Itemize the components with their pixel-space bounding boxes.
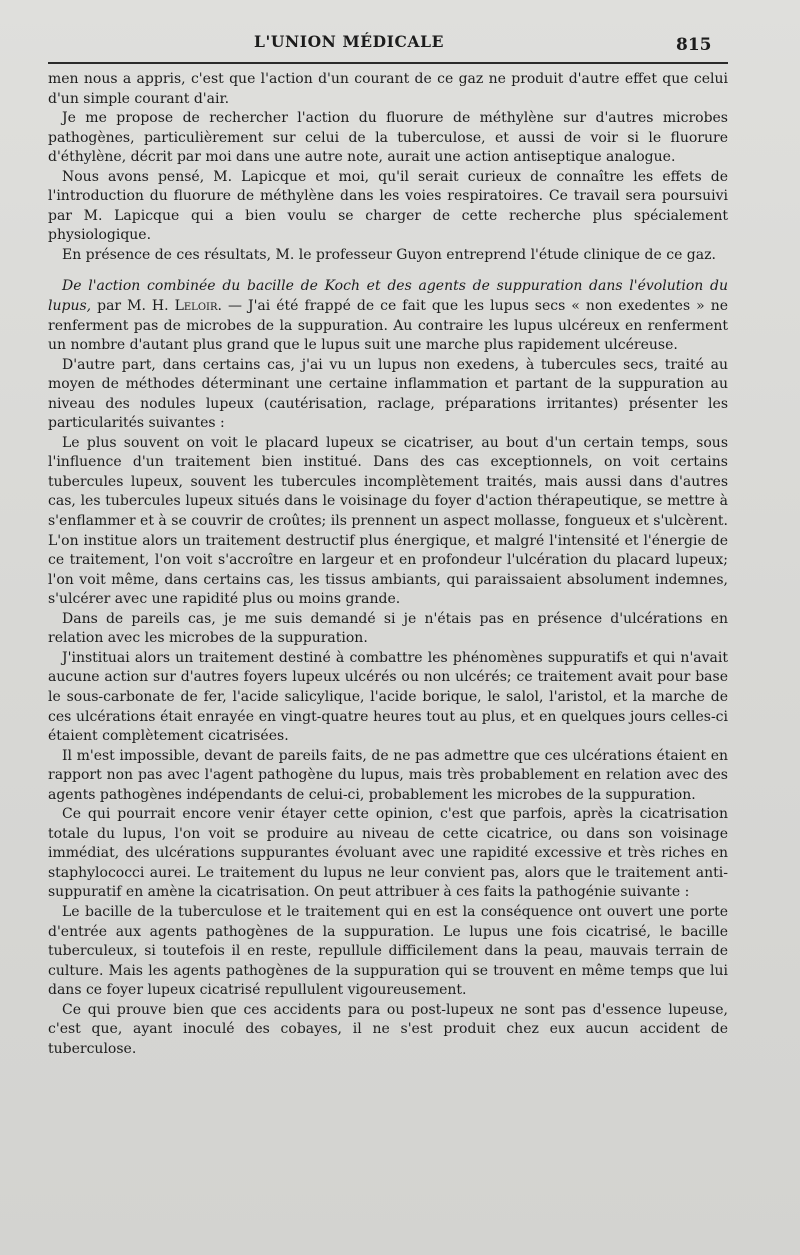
- page-header: [0, 30, 800, 58]
- paragraph-9: J'instituai alors un traitement destiné à combattre les phénomènes suppuratifs et qui n'avait aucune action sur d'autres foyers lupeux ulcérés ou non ulcérés; ce traitement avait pour base le sous-carbonate de fer, l'acide salicylique, l'acide borique, le salol, l'aristol, et la marche de ces ulcérations était enrayée en vingt-quatre heures tout au plus, et en quelques jours celles-ci étaient complètement cicatrisées.: [48, 649, 728, 745]
- paragraph-2: Je me propose de rechercher l'action du fluorure de méthylène sur d'autres microbes pathogènes, particulièrement sur celui de la tuberculose, et aussi de voir si le fluorure d'éthylène, décrit par moi dans une autre note, aurait une action antiseptique analogue.: [48, 110, 728, 166]
- paragraph-3: Nous avons pensé, M. Lapicque et moi, qu'il serait curieux de connaître les effets de l'introduction du fluorure de méthylène dans les voies respiratoires. Ce travail sera poursuivi par M. Lapicque qui a bien voulu se charger de cette recherche plus spécialement physiologique.: [48, 168, 728, 244]
- page-number: 815: [676, 35, 712, 55]
- paragraph-5-text: . — J'ai été frappé de ce fait que les lupus secs « non exedentes » ne renferment pas de microbes de la suppuration. Au contraire les lupus ulcéreux en renferment un nombre d'autant plus grand que le lupus suit une marche plus rapidement ulcéreuse.: [48, 298, 729, 354]
- running-title: L'UNION MÉDICALE: [254, 32, 444, 51]
- article-body: [48, 70, 728, 1059]
- byline-prefix: par M. H.: [91, 298, 175, 315]
- header-rule: [48, 62, 728, 64]
- paragraph-11: Ce qui pourrait encore venir étayer cette opinion, c'est que parfois, après la cicatrisation totale du lupus, l'on voit se produire au niveau de cette cicatrice, ou dans son voisinage immédiat, des ulcérations suppurantes évoluant avec une rapidité excessive et très riches en staphylococci aurei. Le traitement du lupus ne leur convient pas, alors que le traitement anti-suppuratif en amène la cicatrisation. On peut attribuer à ces faits la pathogénie suivante :: [48, 806, 728, 901]
- paragraph-13: Ce qui prouve bien que ces accidents para ou post-lupeux ne sont pas d'essence lupeuse, c'est que, ayant inoculé des cobayes, il ne s'est produit chez eux aucun accident de tuberculose.: [48, 1001, 728, 1057]
- paragraph-10: Il m'est impossible, devant de pareils faits, de ne pas admettre que ces ulcérations étaient en rapport non pas avec l'agent pathogène du lupus, mais très probablement en relation avec des agents pathogènes indépendants de celui-ci, probablement les microbes de la suppuration.: [48, 747, 728, 803]
- paragraph-1: men nous a appris, c'est que l'action d'un courant de ce gaz ne produit d'autre effet que celui d'un simple courant d'air.: [48, 71, 728, 107]
- paragraph-12: Le bacille de la tuberculose et le traitement qui en est la conséquence ont ouvert une porte d'entrée aux agents pathogènes de la suppuration. Le lupus une fois cicatrisé, le bacille tuberculeux, si toutefois il en reste, repullule difficilement dans la peau, mauvais terrain de culture. Mais les agents pathogènes de la suppuration qui se trouvent en même temps que lui dans ce foyer lupeux cicatrisé repullulent vigoureusement.: [48, 903, 728, 999]
- paragraph-6: D'autre part, dans certains cas, j'ai vu un lupus non exedens, à tubercules secs, traité au moyen de méthodes déterminant une certaine inflammation et partant de la suppuration au niveau des nodules lupeux (cautérisation, raclage, préparations irritantes) présenter les particularités suivantes :: [48, 356, 728, 432]
- author-name: Leloir: [174, 298, 218, 315]
- paragraph-5: [48, 277, 728, 355]
- paragraph-7: Le plus souvent on voit le placard lupeux se cicatriser, au bout d'un certain temps, sous l'influence d'un traitement bien institué. Dans des cas exceptionnels, on voit certains tubercules lupeux, souvent les tubercules incomplètement traités, mais aussi dans d'autres cas, les tubercules lupeux situés dans le voisinage du foyer d'action thérapeutique, se mettre à s'enflammer et à se couvrir de croûtes; ils prennent un aspect mollasse, fongueux et s'ulcèrent. L'on institue alors un traitement destructif plus énergique, et malgré l'intensité et l'énergie de ce traitement, l'on voit s'accroître en largeur et en profondeur l'ulcération du placard lupeux; l'on voit même, dans certains cas, les tissus ambiants, qui paraissaient absolument indemnes, s'ulcérer avec une rapidité plus ou moins grande.: [48, 434, 728, 608]
- communication-title: De l'action combinée du bacille de Koch et des agents de suppuration dans l'évolution du lupus,: [48, 278, 728, 315]
- paragraph-4: En présence de ces résultats, M. le professeur Guyon entreprend l'étude clinique de ce gaz.: [62, 246, 716, 263]
- paragraph-8: Dans de pareils cas, je me suis demandé si je n'étais pas en présence d'ulcérations en relation avec les microbes de la suppuration.: [48, 610, 728, 647]
